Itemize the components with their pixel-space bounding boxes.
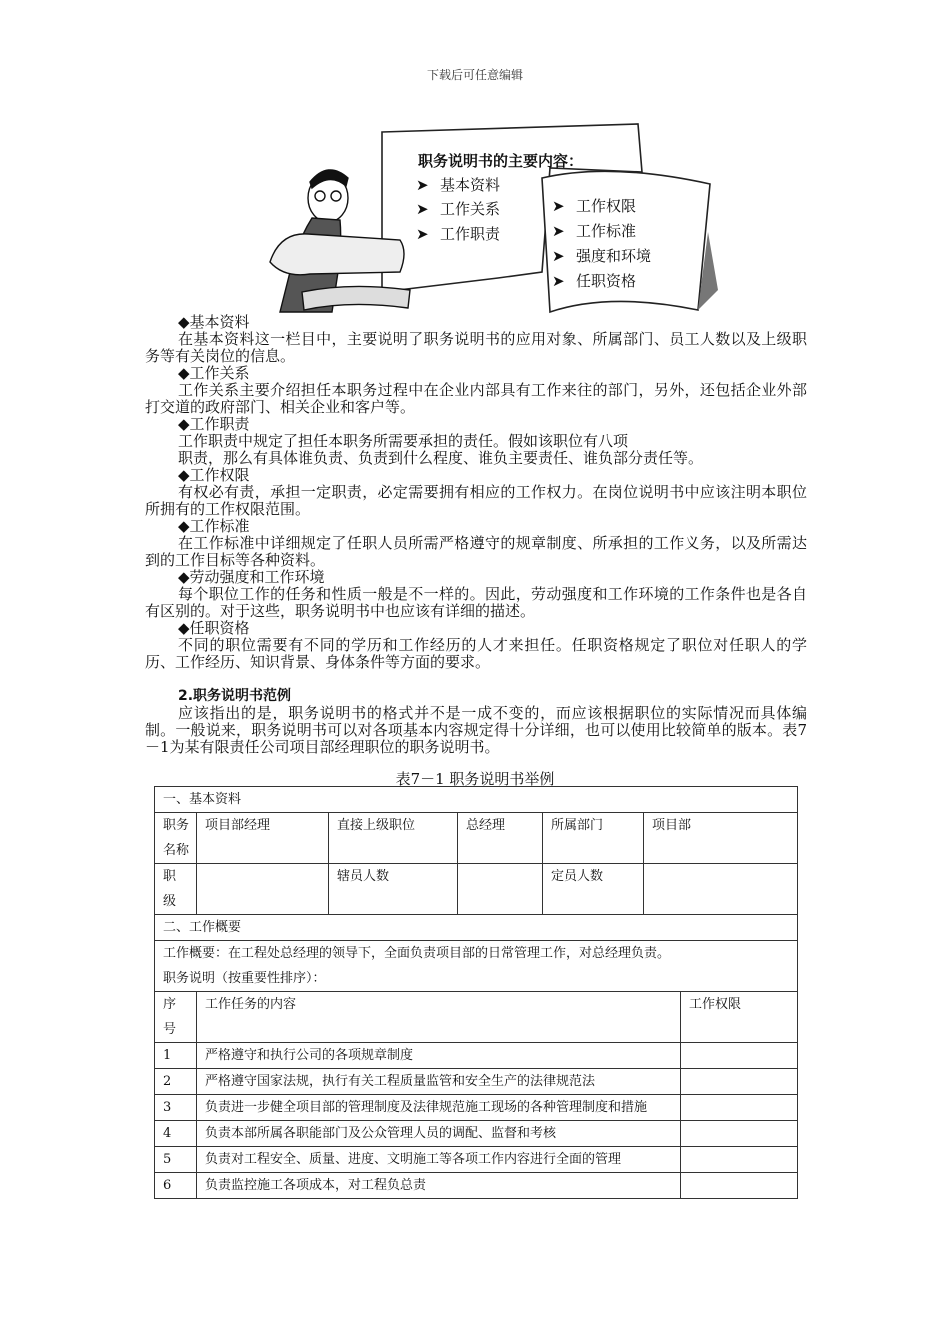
table-cell	[681, 1095, 798, 1121]
svg-text:➤: ➤	[416, 200, 429, 218]
job-description-table	[154, 786, 798, 1199]
svg-text:➤: ➤	[552, 197, 565, 215]
table-cell: 6	[155, 1173, 197, 1199]
table-cell: 严格遵守国家法规，执行有关工程质量监管和安全生产的法律规范法	[197, 1069, 681, 1095]
section2-text: 应该指出的是，职务说明书的格式并不是一成不变的，而应该根据职位的实际情况而具体编制。一般说来，职务说明书可以对各项基本内容规定得十分详细，也可以使用比较简单的版本。表7－1为某有限责任公司项目部经理职位的职务说明书。	[145, 704, 807, 756]
duty-note: 职务说明（按重要性排序）：	[163, 971, 326, 986]
section-text: 有权必有责，承担一定职责，必定需要拥有相应的工作权力。在岗位说明书中应该注明本职位所拥有的工作权限范围。	[145, 483, 807, 518]
table-cell	[681, 1173, 798, 1199]
table-cell: 定员人数	[543, 864, 644, 915]
table-row	[155, 1069, 798, 1095]
table-cell: 工作任务的内容	[197, 992, 681, 1043]
overview-header: 二、工作概要	[155, 915, 798, 941]
table-cell: 项目部经理	[197, 813, 329, 864]
section-text: 工作职责中规定了担任本职务所需要承担的责任。假如该职位有八项	[178, 432, 629, 450]
table-cell	[458, 864, 543, 915]
section-heading: ◆任职资格	[178, 619, 250, 637]
table-cell: 职级	[155, 864, 197, 915]
table-row	[155, 864, 798, 915]
section-text: 不同的职位需要有不同的学历和工作经历的人才来担任。任职资格规定了职位对任职人的学历、工作经历、知识背景、身体条件等方面的要求。	[145, 636, 807, 671]
table-row	[155, 992, 798, 1043]
table-cell: 4	[155, 1121, 197, 1147]
document-body	[145, 314, 807, 756]
section-text: 每个职位工作的任务和性质一般是不一样的。因此，劳动强度和工作环境的工作条件也是各自有区别的。对于这些，职务说明书中也应该有详细的描述。	[145, 585, 807, 620]
job-description-illustration	[250, 122, 730, 322]
table-cell	[681, 1147, 798, 1173]
svg-text:➤: ➤	[416, 225, 429, 243]
table-cell	[644, 864, 798, 915]
section-heading: ◆工作关系	[178, 364, 250, 382]
table-cell	[681, 1069, 798, 1095]
table-cell: 3	[155, 1095, 197, 1121]
table-row	[155, 1121, 798, 1147]
section-text: 在基本资料这一栏目中，主要说明了职务说明书的应用对象、所属部门、员工人数以及上级职务等有关岗位的信息。	[145, 330, 807, 365]
table-row	[155, 1173, 798, 1199]
section-text: 职责，那么有具体谁负责、负责到什么程度、谁负主要责任、谁负部分责任等。	[178, 449, 704, 467]
svg-text:工作标准: 工作标准	[576, 222, 637, 240]
table-cell: 负责对工程安全、质量、进度、文明施工等各项工作内容进行全面的管理	[197, 1147, 681, 1173]
section-heading: ◆基本资料	[178, 313, 250, 331]
table-row	[155, 1043, 798, 1069]
table-cell: 5	[155, 1147, 197, 1173]
table-cell: 2	[155, 1069, 197, 1095]
table-cell	[681, 1043, 798, 1069]
table-cell: 1	[155, 1043, 197, 1069]
table-cell	[681, 1121, 798, 1147]
table-cell	[197, 864, 329, 915]
table-cell: 直接上级职位	[329, 813, 458, 864]
overview-text: 工作概要：在工程处总经理的领导下，全面负责项目部的日常管理工作，对总经理负责。	[163, 946, 671, 961]
table-cell: 负责进一步健全项目部的管理制度及法律规范施工现场的各种管理制度和措施	[197, 1095, 681, 1121]
table-row	[155, 813, 798, 864]
section2-heading: 2.职务说明书范例	[178, 688, 292, 704]
svg-text:任职资格: 任职资格	[576, 272, 637, 290]
table-cell: 项目部	[644, 813, 798, 864]
svg-text:➤: ➤	[416, 176, 429, 194]
overview-cell	[155, 941, 798, 992]
svg-text:工作权限: 工作权限	[576, 197, 637, 215]
svg-text:强度和环境: 强度和环境	[576, 247, 652, 265]
table-cell: 职务名称	[155, 813, 197, 864]
section-heading: ◆劳动强度和工作环境	[178, 568, 325, 586]
section-text: 工作关系主要介绍担任本职务过程中在企业内部具有工作来往的部门，另外，还包括企业外部打交道的政府部门、相关企业和客户等。	[145, 381, 807, 416]
svg-text:➤: ➤	[552, 272, 565, 290]
header-note: 下载后可任意编辑	[426, 68, 523, 82]
table-row	[155, 941, 798, 992]
table-row	[155, 915, 798, 941]
section-heading: ◆工作职责	[178, 415, 250, 433]
table-cell: 总经理	[458, 813, 543, 864]
table-row	[155, 1095, 798, 1121]
svg-text:➤: ➤	[552, 222, 565, 240]
table-cell: 工作权限	[681, 992, 798, 1043]
basic-header: 一、基本资料	[155, 787, 798, 813]
table-row	[155, 1147, 798, 1173]
table-cell: 负责监控施工各项成本，对工程负总责	[197, 1173, 681, 1199]
section-heading: ◆工作权限	[178, 466, 250, 484]
svg-text:工作关系: 工作关系	[440, 200, 501, 218]
table-caption: 表7－1 职务说明书举例	[395, 770, 555, 788]
svg-text:➤: ➤	[552, 247, 565, 265]
section-text: 在工作标准中详细规定了任职人员所需严格遵守的规章制度、所承担的工作义务，以及所需达到的工作目标等各种资料。	[145, 534, 807, 569]
table-row	[155, 787, 798, 813]
table-cell: 序号	[155, 992, 197, 1043]
svg-text:基本资料: 基本资料	[440, 176, 501, 194]
table-cell: 辖员人数	[329, 864, 458, 915]
table-cell: 严格遵守和执行公司的各项规章制度	[197, 1043, 681, 1069]
table-cell: 所属部门	[543, 813, 644, 864]
section-heading: ◆工作标准	[178, 517, 250, 535]
illustration-title: 职务说明书的主要内容：	[418, 152, 584, 170]
table-cell: 负责本部所属各职能部门及公众管理人员的调配、监督和考核	[197, 1121, 681, 1147]
svg-text:工作职责: 工作职责	[440, 225, 501, 243]
